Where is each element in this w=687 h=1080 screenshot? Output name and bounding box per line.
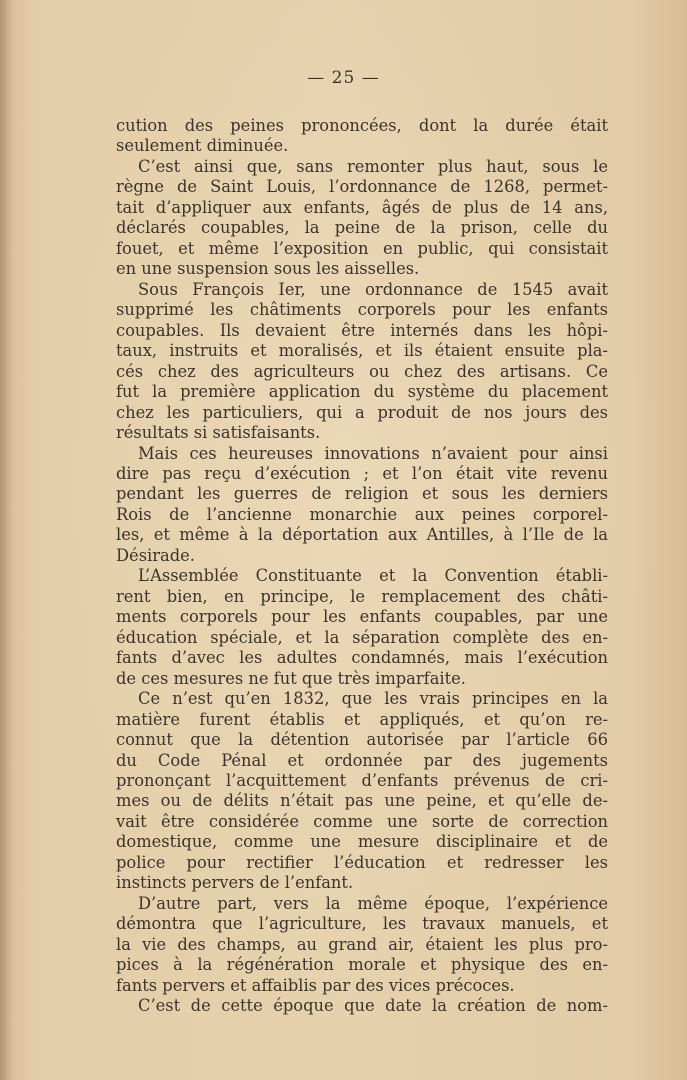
text-line: fants d’avec les adultes condamnés, mais l’exécution bbox=[116, 648, 608, 668]
text-line: matière furent établis et appliqués, et qu’on re- bbox=[116, 709, 608, 729]
text-line: Sous François Ier, une ordonnance de 1545 avait bbox=[138, 279, 608, 299]
text-line: cution des peines prononcées, dont la durée était bbox=[116, 116, 608, 135]
text-line: Rois de l’ancienne monarchie aux peines corporel- bbox=[116, 504, 608, 524]
text-line: Ce n’est qu’en 1832, que les vrais principes en la bbox=[138, 689, 608, 709]
text-line: C’est ainsi que, sans remonter plus haut, sous le bbox=[138, 156, 608, 176]
text-line: instincts pervers de l’enfant. bbox=[116, 873, 354, 893]
text-line: Désirade. bbox=[116, 545, 195, 565]
text-line: déclarés coupables, la peine de la prison, celle du bbox=[116, 218, 608, 238]
page-edge-shadow bbox=[0, 0, 14, 1080]
text-line: dire pas reçu d’exécution ; et l’on était vite revenu bbox=[116, 463, 608, 483]
text-line: rent bien, en principe, le remplacement des châti- bbox=[116, 586, 608, 606]
text-line: les, et même à la déportation aux Antilles, à l’Ile de la bbox=[116, 525, 608, 545]
text-line: règne de Saint Louis, l’ordonnance de 1268, permet- bbox=[116, 177, 608, 197]
text-line: police pour rectifier l’éducation et redresser les bbox=[116, 852, 608, 872]
text-line: pices à la régénération morale et physique des en- bbox=[116, 955, 608, 975]
text-line: fouet, et même l’exposition en public, qui consistait bbox=[116, 238, 608, 258]
text-line: prononçant l’acquittement d’enfants prévenus de cri- bbox=[116, 771, 608, 790]
text-line: résultats si satisfaisants. bbox=[116, 423, 321, 443]
text-line: D’autre part, vers la même époque, l’expérience bbox=[138, 893, 608, 913]
text-line: domestique, comme une mesure disciplinaire et de bbox=[116, 832, 608, 852]
text-line: fut la première application du système du placement bbox=[116, 382, 608, 402]
text-line: L’Assemblée Constituante et la Convention établi- bbox=[138, 566, 608, 586]
text-line: fants pervers et affaiblis par des vices précoces. bbox=[116, 975, 515, 995]
text-line: éducation spéciale, et la séparation complète des en- bbox=[116, 627, 608, 647]
page-number: — 25 — bbox=[307, 68, 380, 88]
text-line: du Code Pénal et ordonnée par des jugements bbox=[116, 750, 608, 770]
text-line: tait d’appliquer aux enfants, âgés de plus de 14 ans, bbox=[116, 197, 608, 217]
text-line: la vie des champs, au grand air, étaient les plus pro- bbox=[116, 934, 608, 954]
text-line: ments corporels pour les enfants coupables, par une bbox=[116, 607, 608, 627]
text-line: démontra que l’agriculture, les travaux manuels, et bbox=[116, 914, 608, 934]
text-line: mes ou de délits n’était pas une peine, et qu’elle de- bbox=[116, 791, 608, 811]
text-line: cés chez des agriculteurs ou chez des artisans. Ce bbox=[116, 361, 608, 381]
text-line: C’est de cette époque que date la création de nom- bbox=[138, 996, 608, 1016]
text-line: Mais ces heureuses innovations n’avaient pour ainsi bbox=[138, 443, 608, 463]
text-line: coupables. Ils devaient être internés dans les hôpi- bbox=[116, 320, 608, 340]
text-line: pendant les guerres de religion et sous les derniers bbox=[116, 484, 608, 504]
text-line: de ces mesures ne fut que très imparfaite. bbox=[116, 668, 466, 688]
text-line: en une suspension sous les aisselles. bbox=[116, 259, 420, 279]
text-line: supprimé les châtiments corporels pour les enfants bbox=[116, 300, 608, 320]
text-line: connut que la détention autorisée par l’article 66 bbox=[116, 730, 608, 750]
text-line: vait être considérée comme une sorte de correction bbox=[116, 811, 608, 831]
text-line: taux, instruits et moralisés, et ils étaient ensuite pla- bbox=[116, 341, 608, 361]
text-line: chez les particuliers, qui a produit de nos jours des bbox=[116, 402, 608, 422]
text-line: seulement diminuée. bbox=[116, 136, 289, 156]
body-text bbox=[116, 116, 608, 1017]
